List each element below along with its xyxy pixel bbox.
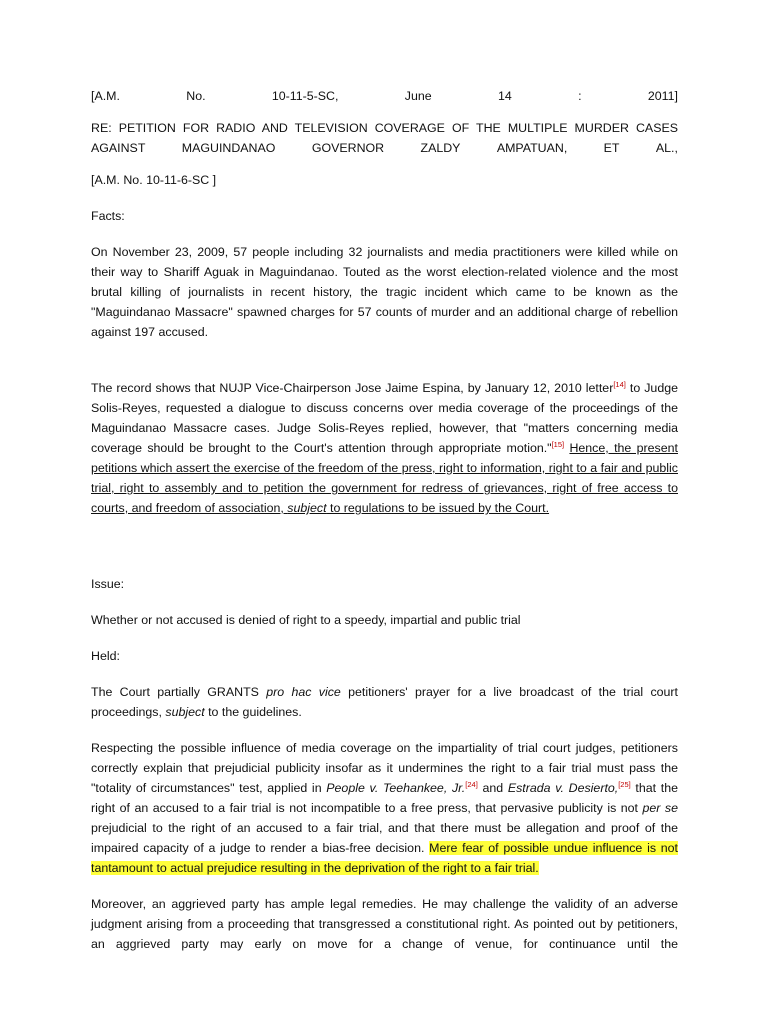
am-part: No. [186, 89, 206, 103]
per-se-italic: per se [642, 801, 679, 815]
held-p2-text: Respecting the possible influence of media coverage on the impartiality of trial court judges, petitioners correctly explain that prejudicial publicity insofar as it undermines the right to a fair trial must pass the "totality of circumstances" test, applied in [91, 741, 678, 795]
held-paragraph-2 [91, 738, 678, 878]
facts-heading: Facts: [91, 209, 125, 223]
para2-mid: to Judge Solis-Reyes, requested a dialogue to discuss concerns over media coverage of the proceedings of the Maguindanao Massacre cases. Judge Solis-Reyes replied, however, that "matters concerning media coverage should be brought to the Court's attention through appropriate motion." [91, 381, 678, 455]
subject-italic: subject [165, 705, 205, 719]
title-word: ZALDY [420, 141, 461, 155]
title-word: GOVERNOR [311, 141, 385, 155]
held-paragraph-1 [91, 682, 678, 722]
title-word: AL., [655, 141, 678, 155]
am-part: : [578, 89, 582, 103]
footnote-ref-25[interactable]: [25] [618, 780, 631, 789]
highlighted-holding: Mere fear of possible undue influence is not tantamount to actual prejudice resulting in the deprivation of the right to a fair trial. [91, 841, 678, 875]
am-part: 2011] [647, 89, 678, 103]
case-citation-teehankee: People v. Teehankee, Jr. [326, 781, 466, 795]
held-p1-text: The Court partially GRANTS [91, 685, 267, 699]
case-title-line2 [91, 138, 678, 158]
underlined-text: Hence, the present petitions which assert the exercise of the freedom of the press, right to information, right to a fair and public trial, right to assembly and to petition the government for redress of grievances, right of free access to courts, and freedom of association, [91, 441, 678, 515]
title-word: MAGUINDANAO [181, 141, 276, 155]
para2-start: The record shows that NUJP Vice-Chairperson Jose Jaime Espina, by January 12, 2010 letter [91, 381, 614, 395]
footnote-ref-14[interactable]: [14] [613, 380, 626, 389]
held-p2-and: and [477, 781, 508, 795]
held-paragraph-3: Moreover, an aggrieved party has ample legal remedies. He may challenge the validity of an adverse judgment arising from a proceeding that transgressed a constitutional right. As pointed out by petitioners, an aggrieved party may early on move for a change of venue, for continuance until the [91, 897, 678, 951]
issue-text: Whether or not accused is denied of right to a speedy, impartial and public trial [91, 613, 521, 627]
case-title-line1: RE: PETITION FOR RADIO AND TELEVISION COVERAGE OF THE MULTIPLE MURDER CASES [91, 121, 678, 135]
am-part: 10-11-5-SC, [271, 89, 339, 103]
case-citation-estrada: Estrada v. Desierto, [507, 781, 619, 795]
title-word: ET [603, 141, 620, 155]
held-p2-text-b: that the right of an accused to a fair trial is not incompatible to a free press, that pervasive publicity is not [91, 781, 679, 815]
am-part: [A.M. [91, 89, 120, 103]
held-p2-text-c: prejudicial to the right of an accused to a fair trial, and that there must be allegation and proof of the impaired capacity of a judge to render a bias-free decision. [91, 821, 678, 855]
title-word: AGAINST [91, 141, 146, 155]
document-page [91, 86, 678, 954]
underlined-text-end: to regulations to be issued by the Court. [326, 501, 550, 515]
held-p1-text-c: to the guidelines. [204, 705, 302, 719]
case-number-line [91, 86, 678, 106]
issue-heading: Issue: [91, 577, 125, 591]
footnote-ref-24[interactable]: [24] [465, 780, 478, 789]
underlined-italic: subject [287, 501, 327, 515]
footnote-ref-15[interactable]: [15] [551, 440, 565, 449]
held-p1-text-b: petitioners' prayer for a live broadcast of the trial court proceedings, [91, 685, 678, 719]
title-word: AMPATUAN, [496, 141, 568, 155]
second-case-number: [A.M. No. 10-11-6-SC ] [91, 173, 217, 187]
am-part: June [404, 89, 432, 103]
held-heading: Held: [91, 649, 120, 663]
am-part: 14 [497, 89, 512, 103]
facts-paragraph-2 [91, 378, 678, 518]
facts-paragraph-1: On November 23, 2009, 57 people including 32 journalists and media practitioners were killed while on their way to Shariff Aguak in Maguindanao. Touted as the worst election-related violence and the most brutal killing of journalists in recent history, the tragic incident which came to be known as the "Maguindanao Massacre" spawned charges for 57 counts of murder and an additional charge of rebellion against 197 accused. [91, 245, 678, 339]
pro-hac-vice: pro hac vice [266, 685, 341, 699]
